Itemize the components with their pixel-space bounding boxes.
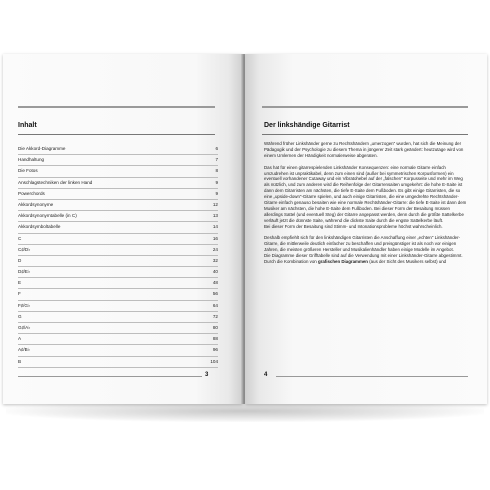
toc-page: 7 — [215, 157, 218, 163]
toc-title: C — [18, 235, 22, 241]
bold-term: grafischen Diagrammen — [317, 259, 368, 265]
toc-title: Die Akkord-Diagramme — [18, 146, 66, 151]
right-page-number: 4 — [264, 372, 268, 378]
toc-page: 8 — [215, 168, 218, 174]
toc-row — [18, 178, 218, 189]
toc-page: 13 — [212, 213, 218, 219]
left-page-heading: Inhalt — [18, 122, 37, 129]
toc-row — [18, 357, 218, 368]
toc-row — [18, 323, 218, 334]
toc-title: E — [18, 280, 22, 286]
right-top-rule — [262, 106, 468, 108]
toc-title: D♯/E♭ — [18, 269, 31, 275]
body-paragraph: Bei dieser Form der Besaitung sind Stimm- und Intonationsprobleme höchst wahrscheinlich. — [264, 223, 443, 229]
body-paragraph: Das hat für einen gitarrespielenden Linkshänder Konsequenzen: eine normale Gitarre einfach umzudrehen ist unpraktikabel, denn zum einen sind (außer bei symmetrischen Korpusformen) ein eventuell vorhandener Cutaway und ein Vibratohebel auf der „falschen" Korpusseite und mehr im Weg als nützlich, und zum anderen wird die Reihenfolge der Gitarrensaiten umgekehrt: die hohe E-Saite ist dann dem Gitarristen am nächsten, die tiefe E-Saite dem Fußboden. Es gibt einige Gitarristen, die so eine „upside-down"-Gitarre spielen, und auch einige Gitarristen, die eine umgedrehte Rechtshänder-Gitarre einfach genauso besaiten wie eine normale Rechtshänder-Gitarre: die tiefe E-Saite ist dann dem Musiker am nächsten, die hohe E-Saite dem Fußboden. Bei dieser Form der Besaitung müssen allerdings Sattel (und eventuell Steg) der Gitarre angepasst werden, denn durch die größte Sattelkerbe verläuft jetzt die dünnste Saite, während die dickste Saite durch die engste Sattelkerbe läuft. — [264, 164, 467, 223]
toc-title: G♯/A♭ — [18, 325, 31, 330]
toc-title: Akkordsymboltabelle — [18, 224, 61, 230]
toc-title: Handhaltung — [18, 157, 45, 163]
toc-page: 6 — [215, 146, 218, 151]
toc-page: 40 — [212, 269, 218, 275]
toc-page: 14 — [212, 224, 218, 230]
toc-row — [18, 144, 218, 155]
toc-title: Akkordsynonyme — [18, 201, 54, 207]
toc-page: 88 — [212, 336, 218, 342]
toc-page: 48 — [212, 280, 218, 286]
toc-page: 9 — [215, 179, 218, 185]
toc-row — [18, 166, 218, 177]
toc-title: Akkordsynonymtabelle (in C) — [18, 213, 77, 219]
toc-page: 32 — [212, 257, 218, 263]
toc-page: 16 — [212, 235, 218, 241]
open-book — [0, 54, 490, 420]
toc-page: 72 — [212, 313, 218, 319]
toc-page: 24 — [212, 246, 218, 252]
toc-title: C♯/D♭ — [18, 246, 31, 252]
toc-page: 9 — [215, 190, 218, 196]
toc-title: F♯/G♭ — [18, 302, 31, 308]
left-top-rule — [18, 106, 215, 108]
toc-title: A♯/B♭ — [18, 347, 30, 353]
body-text-span: Deshalb empfiehlt sich für den linkshändigen Gitarristen die Anschaffung einer „echten" Linkshänder-Gitarre, die mittlerweile deutlich einfacher zu beschaffen und preisgünstiger ist als noch vor einigen Jahren, die meisten größeren Hersteller und Musikalienhändler haben einige Modelle im Angebot. — [264, 235, 461, 253]
toc-page: 56 — [212, 291, 218, 297]
right-page-heading: Der linkshändige Gitarrist — [264, 122, 350, 129]
toc-page: 104 — [210, 358, 218, 364]
toc-row — [18, 211, 218, 222]
body-paragraph — [264, 253, 469, 265]
toc-title: B — [18, 358, 22, 364]
toc-title: F — [18, 291, 21, 297]
article-body — [264, 141, 469, 271]
table-of-contents — [18, 144, 218, 368]
toc-title: Die Fotos — [18, 168, 38, 174]
toc-row — [18, 312, 218, 323]
toc-page: 64 — [212, 302, 218, 308]
toc-row — [18, 222, 218, 233]
toc-row — [18, 278, 218, 289]
toc-row — [18, 345, 218, 356]
body-paragraph: Während früher Linkshänder gerne zu Rechtshändern „umerzogen" wurden, hat sich die Meinung der Pädagogik und der Psychologie zu diesem Thema in jüngerer Zeit stark geändert: heutzutage wird von einem Umlernen der Händigkeit normalerweise abgeraten. — [264, 141, 464, 158]
toc-row — [18, 334, 218, 345]
left-bottom-rule — [18, 376, 202, 377]
toc-row — [18, 200, 218, 211]
left-heading-rule — [18, 134, 215, 135]
toc-row — [18, 289, 218, 300]
toc-page: 96 — [212, 347, 218, 353]
toc-page: 80 — [212, 325, 218, 330]
toc-title: A — [18, 336, 22, 342]
toc-row — [18, 189, 218, 200]
left-page-number: 3 — [205, 372, 209, 378]
toc-title: D — [18, 257, 22, 263]
toc-title: Powerchords — [18, 190, 45, 196]
toc-row — [18, 256, 218, 267]
toc-title: G — [18, 313, 22, 319]
toc-page: 12 — [212, 201, 218, 207]
body-text-span: (aus der Sicht des Musikers selbst) und — [369, 259, 447, 265]
right-heading-rule — [262, 134, 468, 135]
toc-row — [18, 245, 218, 256]
toc-title: Anschlagstechniken der linken Hand — [18, 179, 93, 185]
toc-row — [18, 301, 218, 312]
toc-row — [18, 234, 218, 245]
body-text-span: Die Diagramme dieser Grifftabelle sind auf die Verwendung mit einer Linkshänder-Gitarre abgestimmt. Durch die Kombination von — [264, 253, 463, 265]
toc-row — [18, 267, 218, 278]
right-bottom-rule — [276, 376, 468, 377]
body-paragraph — [264, 235, 469, 253]
toc-row — [18, 155, 218, 166]
